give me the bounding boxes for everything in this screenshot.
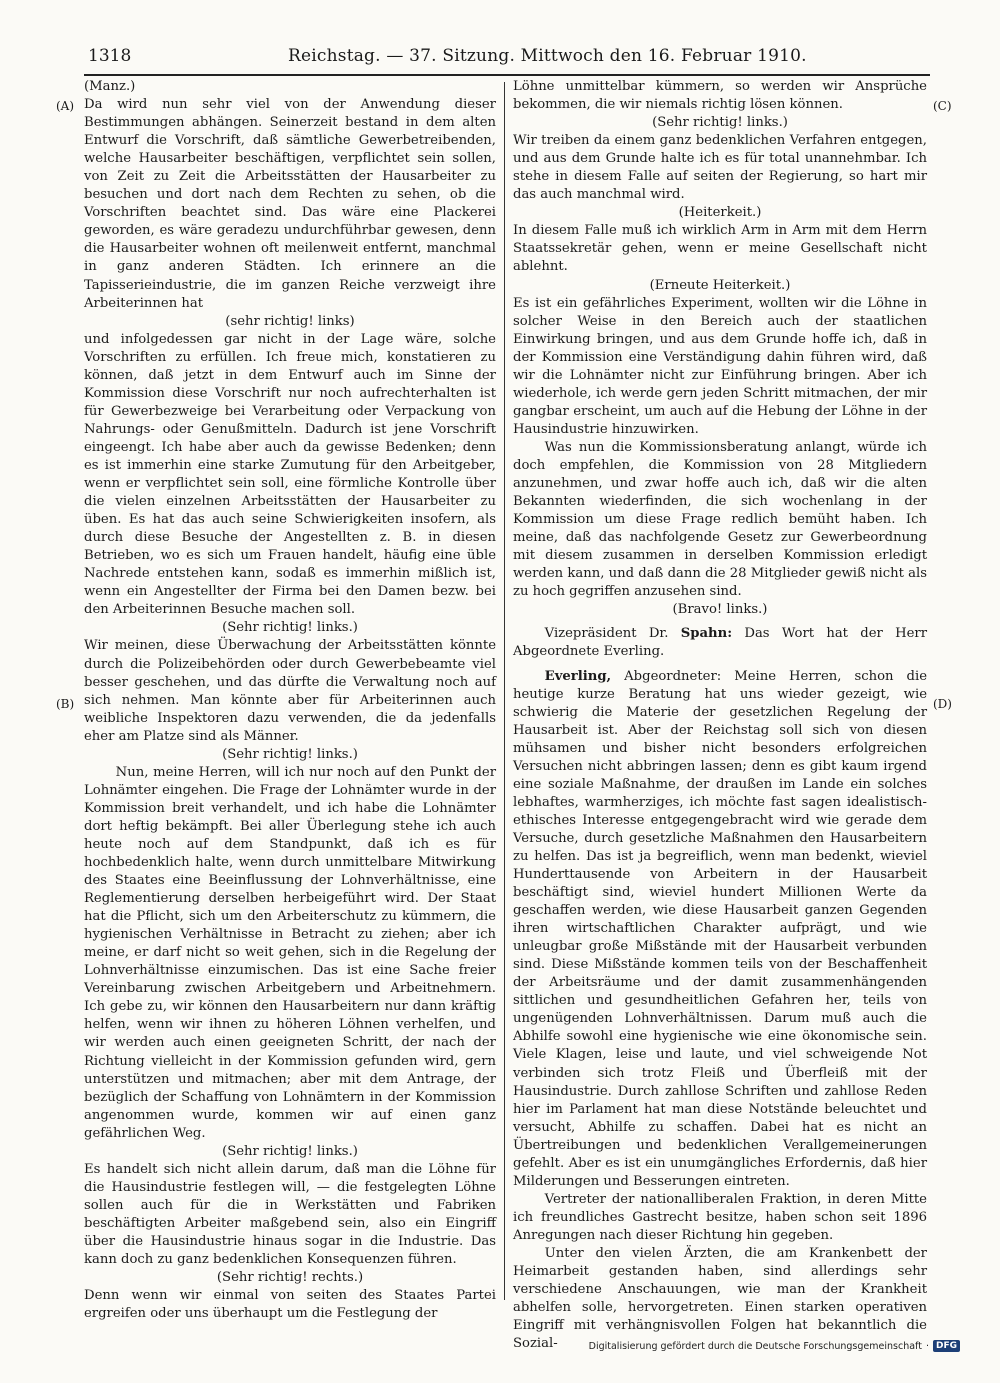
page-header (88, 46, 926, 72)
paragraph: Was nun die Kommissionsberatung anlangt, würde ich doch empfehlen, die Kommission von 28 Mitgliedern anzunehmen, und zwar hoffe auch ich, daß wir die alten Bekannten wiederfinden, die sich wochenlang in der Kommission um diese Frage redlich bemüht haben. Ich meine, daß das nachfolgende Gesetz zur Gewerbeordnung mit diesem zusammen in derselben Kommission erledigt werden kann, und daß dann die 28 Mitglieder gewiß nicht als zu hoch gegriffen anzusehen sind. (513, 439, 927, 600)
interjection: (Sehr richtig! rechts.) (216, 1270, 364, 1286)
paragraph: Wir meinen, diese Überwachung der Arbeitsstätten könnte durch die Polizeibehörden oder durch Gewerbebeamte viel besser geschehen, und das dürfte die Verwaltung noch auf sich nehmen. Man könnte aber für Arbeiterinnen auch weibliche Inspektoren dazu verwenden, die da jedenfalls eher am Platze sind als Männer. (84, 638, 496, 744)
interjection: (Sehr richtig! links.) (652, 115, 788, 131)
paragraph: Es handelt sich nicht allein darum, daß man die Löhne für die Hausindustrie festlegen will, — die festgelegten Löhne sollen auch für die in Werkstätten und Fabriken beschäftigten Arbeiter maßgebend sein, also ein Eingriff über die Hausindustrie hinaus sogar in die Industrie. Das kann doch zu ganz bedenklichen Konsequenzen führen. (84, 1161, 496, 1268)
paragraph: Denn wenn wir einmal von seiten des Staates Partei ergreifen oder uns überhaupt um die Festlegung der (84, 1288, 496, 1322)
margin-mark-a: (A) (56, 99, 75, 113)
margin-mark-c: (C) (933, 99, 952, 113)
paragraph: Da wird nun sehr viel von der Anwendung dieser Bestimmungen abhängen. Seinerzeit bestand in dem alten Entwurf die Vorschrift, daß sämtliche Gewerbetreibenden, welche Hausarbeiter beschäftigen, verpflichtet sein sollen, von Zeit zu Zeit die Arbeitsstätten der Hausarbeiter zu besuchen und dort nach dem Rechten zu sehen, ob die Vorschriften beachtet sind. Das wäre eine Plackerei geworden, es wäre geradezu undurchführbar gewesen, denn die Hausarbeiter wohnen oft meilenweit entfernt, manchmal in ganz anderen Städten. Ich erinnere an die Tapisserieindustrie, die im ganzen Reiche verzweigt ihre Arbeiterinnen hat (84, 97, 496, 311)
interjection: (Bravo! links.) (672, 602, 768, 618)
interjection: (sehr richtig! links) (225, 313, 355, 329)
speaker-name: Everling, (544, 668, 612, 684)
paragraph: Vertreter der nationalliberalen Fraktion, in deren Mitte ich freundliches Gastrecht besitze, haben schon seit 1896 Anregungen nach dieser Richtung hin gegeben. (513, 1191, 927, 1243)
page-number: 1318 (88, 46, 132, 66)
left-column (84, 78, 496, 1322)
speaker-lead: Vizepräsident Dr. (544, 626, 681, 642)
paragraph: und infolgedessen gar nicht in der Lage wäre, solche Vorschriften zu erfüllen. Ich freue mich, konstatieren zu können, daß jetzt in dem Entwurf auch im Sinne der Kommission diese Vorschrift nur noch aufrechterhalten ist für Gewerbezweige bei Verarbeitung oder Verpackung von Nahrungs- oder Genußmitteln. Dadurch ist jene Vorschrift eingeengt. Ich habe aber auch da gewisse Bedenken; denn es ist immerhin eine starke Zumutung für den Arbeitgeber, wenn er verpflichtet sein soll, eine förmliche Kontrolle über die vielen einzelnen Arbeitsstätten der Hausarbeiter zu üben. Es hat das auch seine Schwierigkeiten insofern, als durch diese Besuche der Angestellten z. B. in diesen Betrieben, wo es sich um Frauen handelt, häufig eine üble Nachrede entstehen kann, sodaß es immerhin mißlich ist, wenn ein Angestellter der Firma bei den Damen bezw. bei den Arbeiterinnen Besuche machen soll. (84, 331, 496, 618)
interjection: (Sehr richtig! links.) (222, 746, 358, 762)
running-title: Reichstag. — 37. Sitzung. Mittwoch den 16. Februar 1910. (288, 46, 807, 66)
interjection: (Sehr richtig! links.) (222, 620, 358, 636)
dfg-logo: DFG (933, 1340, 960, 1352)
speaker-text: Das Wort hat der Herr Abgeordnete Everling. (513, 626, 928, 660)
paragraph: Wir treiben da einem ganz bedenklichen Verfahren entgegen, und aus dem Grunde halte ich es für total unannehmbar. Ich stehe in diesem Falle auf seiten der Regierung, so hart mir das auch manchmal wird. (513, 133, 927, 203)
interjection: (Heiterkeit.) (678, 205, 762, 221)
speaker-name: Spahn: (680, 626, 733, 642)
footer (589, 1340, 960, 1352)
paragraph: Es ist ein gefährliches Experiment, wollten wir die Löhne in solcher Weise in den Bereich auch der staatlichen Einwirkung bringen, und aus dem Grunde hoffe ich, daß in der Kommission eine Verständigung dahin führen wird, daß wir die Lohnämter nicht zur Einführung bringen. Aber ich wiederhole, ich werde gern jeden Schritt mitmachen, der mir gangbar erscheint, um auch auf die Hebung der Löhne in der Hausindustrie hinzuwirken. (513, 295, 927, 437)
footer-text: Digitalisierung gefördert durch die Deutsche Forschungsgemeinschaft (588, 1340, 922, 1352)
footer-separator: · (925, 1340, 929, 1352)
speaker-paragraph (513, 668, 927, 1191)
speaker-text: Abgeordneter: Meine Herren, schon die heutige kurze Beratung hat uns wieder gezeigt, wie schwierig die Materie der gesetzlichen Regelung der Hausarbeit ist. Aber der Reichstag soll sich von diesen mühsamen und bisher nicht besonders erfolgreichen Versuchen nicht abbringen lassen; denn es gibt kaum irgend eine soziale Maßnahme, der draußen im Lande ein solches lebhaftes, warmherziges, ich möchte fast sagen idealistisch-ethisches Interesse entgegengebracht wird wie gerade dem Versuche, durch gesetzliche Maßnahmen den Hausarbeitern zu helfen. Das ist ja begreiflich, wenn man bedenkt, wieviel Hunderttausende von Arbeitern in der Hausarbeit beschäftigt sind, wieviel hundert Millionen Werte da geschaffen werden, wie diese Hausarbeit ganzen Gegenden ihren wirtschaftlichen Charakter aufprägt, und wie unleugbar große Mißstände mit der Hausarbeit verbunden sind. Diese Mißstände kommen teils von der Beschaffenheit der Arbeitsräume und der damit zusammenhängenden sittlichen und gesundheitlichen Gefahren her, teils von ungenügenden Lohnverhältnissen. Darum muß auch die Abhilfe sowohl eine hygienische wie eine ökonomische sein. Viele Klagen, leise und laute, und viel schweigende Not verbinden sich trotz Fleiß und Überfleiß mit der Hausindustrie. Durch zahllose Schriften und zahllose Reden hier im Parlament hat man diese Notstände beleuchtet und versucht, Abhilfe zu schaffen. Dabei hat es nicht an Übertreibungen und bedenklichen Verallgemeinerungen gefehlt. Aber es ist ein unumgängliches Erfordernis, daß hier Milderungen und Besserungen eintreten. (513, 668, 927, 1189)
margin-mark-b: (B) (56, 697, 75, 711)
interjection: (Erneute Heiterkeit.) (649, 277, 791, 293)
interjection: (Sehr richtig! links.) (222, 1143, 358, 1159)
paragraph: Unter den vielen Ärzten, die am Krankenbett der Heimarbeit gestanden haben, sind allerdings sehr verschiedene Anschauungen, wie man der Krankheit abhelfen solle, hervorgetreten. Einen starken operativen Eingriff mit verhängnisvollen Folgen hat bekanntlich die Sozial- (513, 1246, 927, 1352)
column-divider (504, 82, 505, 1300)
margin-mark-d: (D) (933, 697, 952, 711)
paragraph: In diesem Falle muß ich wirklich Arm in Arm mit dem Herrn Staatssekretär gehen, wenn er meine Gesellschaft nicht ablehnt. (513, 223, 927, 275)
header-rule (84, 74, 930, 76)
speaker-paragraph (513, 625, 927, 661)
speaker-tag: (Manz.) (84, 79, 136, 94)
paragraph: Löhne unmittelbar kümmern, so werden wir Ansprüche bekommen, die wir niemals richtig lösen können. (513, 79, 927, 113)
paragraph: Nun, meine Herren, will ich nur noch auf den Punkt der Lohnämter eingehen. Die Frage der Lohnämter wurde in der Kommission breit verhandelt, und ich habe die Lohnämter dort heftig bekämpft. Bei aller Überlegung stehe ich auch heute noch auf dem Standpunkt, daß ich es für hochbedenklich halte, wenn durch unmittelbare Mitwirkung des Staates eine Beeinflussung der Lohnverhältnisse, eine Reglementierung derselben herbeigeführt wird. Der Staat hat die Pflicht, sich um den Arbeiterschutz zu kümmern, die hygienischen Verhältnisse in Betracht zu ziehen; aber ich meine, er darf nicht so weit gehen, sich in die Regelung der Lohnverhältnisse einzumischen. Das ist eine Sache freier Vereinbarung zwischen Arbeitgebern und Arbeitnehmern. Ich gebe zu, wir können den Hausarbeitern nur dann kräftig helfen, wenn wir ihnen zu höheren Löhnen verhelfen, und wir werden auch einen geeigneten Schritt, der nach der Richtung vielleicht in der Kommission gefunden wird, gern unterstützen und mitmachen; aber mit dem Antrage, der bezüglich der Schaffung von Lohnämtern in der Kommission angenommen wurde, kommen wir auf einen ganz gefährlichen Weg. (84, 764, 496, 1141)
